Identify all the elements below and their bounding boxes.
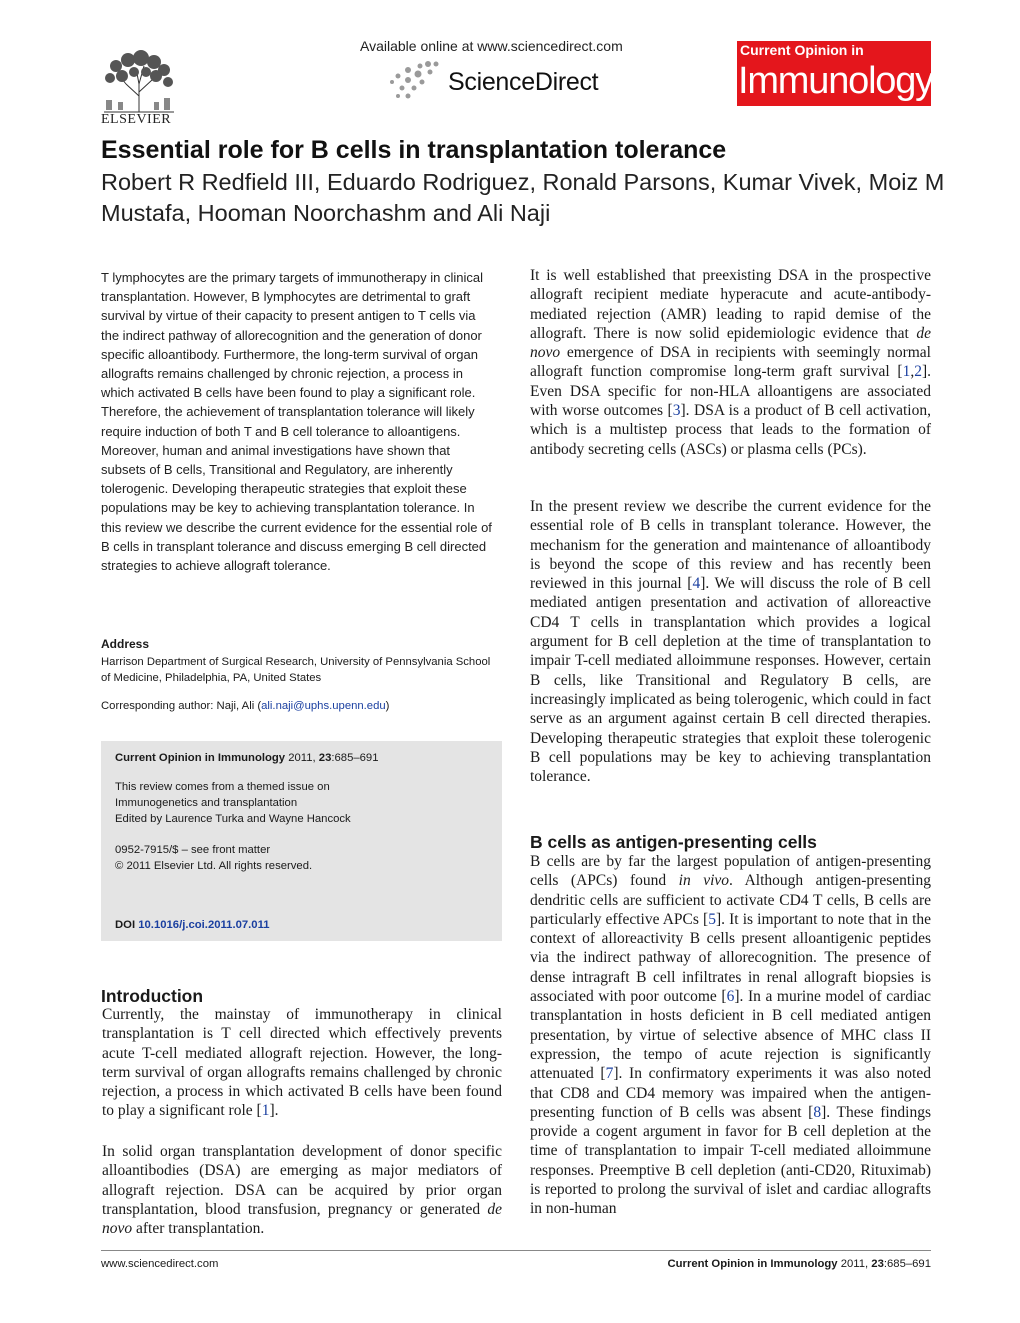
info-theme-line: Immunogenetics and transplantation xyxy=(115,797,298,809)
footer-citation xyxy=(600,1258,931,1270)
body-paragraph-apc: B cells are by far the largest population of antigen-presenting cells (APCs) found in vivo. Although antigen-presenting dendritic cells are sufficient to activate CD4 T cells, B cells are particularly effective APCs [5]. It is important to note that in the context of alloreactivity B cells present alloantigenic peptides via the indirect pathway of allorecognition. The presence of dense intragraft B cell infiltrates in renal allograft biopsies is associated with poor outcome [6]. In a murine model of cardiac transplantation in hosts deficient in B cell mediated antigen presentation, by virtue of selective absence of MHC class II expression, the tempo of acute rejection is significantly attenuated [7]. In confirmatory experiments it was also noted that CD8 and CD4 memory was impaired when the antigen-presenting function of B cells was absent [8]. These findings provide a cogent argument in favor for B cell depletion at the time of transplantation to impair T-cell mediated alloimmune responses. Preemptive B cell depletion (anti-CD20, Rituximab) is reported to prolong the survival of islet and cardiac allografts in non-human xyxy=(530,853,932,1218)
abstract: T lymphocytes are the primary targets of immunotherapy in clinical transplantation. However, B lymphocytes are detrimental to graft survival by virtue of their capacity to present antigen to T cells via the indirect pathway of allorecognition and the generation of donor specific alloantibody. Furthermore, the long-term survival of organ allografts remains challenged by chronic rejection, a process in which activated B cells have been found to play a significant role. Therefore, the achievement of transplantation tolerance will likely require induction of both T and B cell tolerance to alloantigens. Moreover, human and animal investigations have shown that subsets of B cells, Transitional and Regulatory, are inherently tolerogenic. Developing therapeutic strategies that exploit these populations may be key to achieving transplantation tolerance. In this review we describe the current evidence for the essential role of B cells in transplant tolerance and discuss emerging B cell directed strategies to achieve allograft tolerance. xyxy=(101,270,492,574)
address-heading: Address xyxy=(101,637,150,651)
available-online-text: Available online at www.sciencedirect.com xyxy=(360,38,623,54)
corresponding-email-link[interactable]: ali.naji@uphs.upenn.edu xyxy=(261,700,386,712)
sciencedirect-name: ScienceDirect xyxy=(448,68,599,96)
info-theme-line: This review comes from a themed issue on xyxy=(115,781,330,793)
ref-link[interactable]: 7 xyxy=(605,1065,614,1083)
footer-pages: :685–691 xyxy=(883,1258,931,1270)
info-pages: :685–691 xyxy=(331,752,379,764)
info-journal: Current Opinion in Immunology xyxy=(115,752,286,764)
info-theme-line: Edited by Laurence Turka and Wayne Hancock xyxy=(115,813,351,825)
intro-paragraph-1: Currently, the mainstay of immunotherapy in clinical transplantation is T cell directed which effectively prevents acute T-cell mediated allograft rejection. However, the long-term survival of organ allografts remains challenged by chronic rejection, a process in which activated B cells have been found to play a significant role [1]. xyxy=(102,1006,502,1120)
ref-link[interactable]: 1 xyxy=(261,1102,270,1120)
footer-journal: Current Opinion in Immunology xyxy=(667,1258,838,1270)
info-theme xyxy=(115,779,485,827)
publisher-name: ELSEVIER xyxy=(101,112,172,127)
bcells-apc-heading: B cells as antigen-presenting cells xyxy=(530,832,817,852)
ref-link[interactable]: 3 xyxy=(672,402,681,420)
body-paragraph-dsa: It is well established that preexisting DSA in the prospective allograft recipient mediate hyperacute and acute-antibody-mediated rejection (AMR) leading to rapid demise of the allograft. There is now solid epidemiologic evidence that de novo emergence of DSA in recipients with seemingly normal allograft function compromise long-term graft survival [1,2]. Even DSA specific for non-HLA alloantigens are associated with worse outcomes [3]. DSA is a product of B cell activation, which is a multistep process that leads to the formation of antibody secreting cells (ASCs) or plasma cells (PCs). xyxy=(530,267,931,458)
info-volume: 23 xyxy=(318,752,332,764)
article-title: Essential role for B cells in transplantation tolerance xyxy=(101,136,727,164)
journal-badge-bottom: Immunology xyxy=(738,60,933,102)
article-info-box xyxy=(101,741,502,941)
ref-link[interactable]: 1 xyxy=(902,363,911,381)
ref-link[interactable]: 6 xyxy=(726,988,735,1006)
ref-link[interactable]: 4 xyxy=(692,575,701,593)
sciencedirect-dots-logo xyxy=(386,58,446,100)
issn-line: 0952-7915/$ – see front matter xyxy=(115,844,271,856)
address-text: Harrison Department of Surgical Research, University of Pennsylvania School of Medicine, Philadelphia, PA, United States xyxy=(101,656,491,684)
doi-link[interactable]: 10.1016/j.coi.2011.07.011 xyxy=(138,919,270,931)
body-paragraph-review: In the present review we describe the current evidence for the essential role of B cells in transplant tolerance. However, the mechanism for the generation and maintenance of alloantibody is beyond the scope of this review and has recently been reviewed in this journal [4]. We will discuss the role of B cell mediated antigen presentation and activation of alloreactive CD4 T cells in transplantation which provides a logical argument for B cell depletion at the time of transplantation to impair T-cell mediated alloimmune responses. However, certain B cells, like Transitional and Regulatory B cells, are increasingly implicated as being tolerogenic, which could in fact serve as an argument against certain B cell directed therapies. Developing therapeutic strategies that exploit these tolerogenic B cell populations may be key to achieving transplantation tolerance. xyxy=(530,498,931,786)
ref-link[interactable]: 5 xyxy=(708,910,716,928)
journal-badge xyxy=(737,41,931,106)
doi-label: DOI xyxy=(115,919,136,931)
ref-link[interactable]: 8 xyxy=(813,1103,822,1121)
footer-year: 2011, xyxy=(840,1258,869,1270)
info-issn xyxy=(115,842,485,874)
article-authors: Robert R Redfield III, Eduardo Rodriguez, Ronald Parsons, Kumar Vivek, Moiz M Mustafa, Hooman Noorchashm and Ali Naji xyxy=(101,169,945,226)
footer-volume: 23 xyxy=(871,1258,884,1270)
corresponding-label: Corresponding author: Naji, Ali ( xyxy=(101,700,262,712)
corresponding-author xyxy=(101,700,389,712)
info-year: 2011, xyxy=(288,752,316,764)
footer-website-link[interactable]: www.sciencedirect.com xyxy=(101,1258,219,1270)
info-citation xyxy=(115,750,379,766)
copyright-line: © 2011 Elsevier Ltd. All rights reserved. xyxy=(115,860,313,872)
ref-link[interactable]: 2 xyxy=(914,363,922,381)
info-doi xyxy=(115,917,270,933)
introduction-heading: Introduction xyxy=(101,986,204,1006)
footer-divider xyxy=(101,1250,931,1251)
corresponding-close: ) xyxy=(385,700,390,712)
intro-paragraph-2: In solid organ transplantation development of donor specific alloantibodies (DSA) are emerging as major mediators of allograft rejection. DSA can be acquired by prior organ transplantation, blood transfusion, pregnancy or generated de novo after transplantation. xyxy=(102,1143,502,1238)
journal-badge-top: Current Opinion in xyxy=(740,42,864,58)
